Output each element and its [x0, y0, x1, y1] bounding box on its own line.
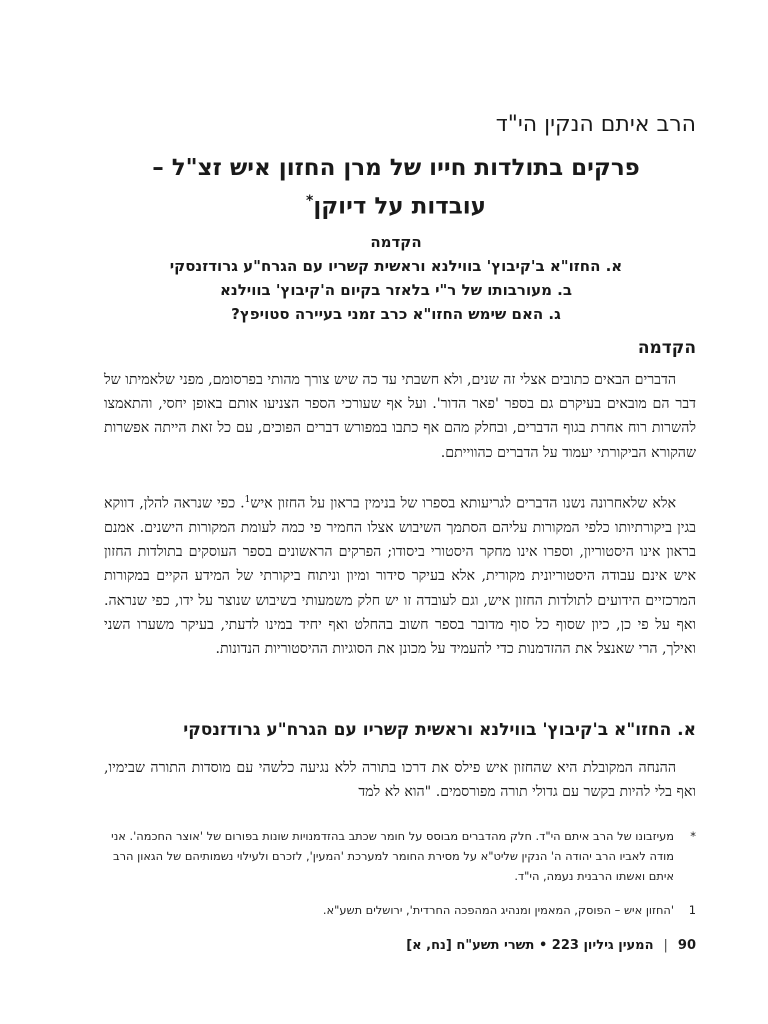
toc-label: הקדמה	[370, 233, 422, 251]
page-footer	[96, 938, 696, 953]
document-page	[96, 0, 696, 1024]
author-line: הרב איתם הנקין הי"ד	[495, 112, 696, 137]
toc-item-a: א. החזו"א ב'קיבוץ' בווילנא וראשית קשריו עם הגרח"ע גרודזנסקי	[169, 257, 623, 275]
toc-item-c: ג. האם שימש החזו"א כרב זמני בעיירה סטויפץ?	[231, 305, 561, 323]
footnote-mark: *	[690, 829, 696, 843]
page-number: 90	[677, 938, 696, 953]
section-a-heading: א. החזו"א ב'קיבוץ' בווילנא וראשית קשריו עם הגרח"ע גרודזנסקי	[183, 720, 696, 740]
footnote-mark: 1	[688, 903, 696, 917]
footnotes	[96, 826, 696, 934]
footer-separator: |	[663, 938, 668, 953]
section-a-paragraph-1: ההנחה המקובלת היא שהחזון איש פילס את דרכו בתורה ללא נגיעה כלשהי עם מוסדות התורה שבימיו, ואף בלי להיות בקשר עם גדולי תורה מפורסמים. "הוא לא למד	[104, 760, 696, 801]
footnote-ref-1[interactable]: 1	[244, 495, 251, 505]
intro-paragraph-2: אלא שלאחרונה נשנו הדברים לגריעותא בספרו של בנימין בראון על החזון איש$^1$. כפי שנראה להלן, דווקא בגין ביקורתיותו כלפי המקורות עליהם הסתמך השיבוש אצלו החמיר פי כמה לעומת המקורות הישנים. אמנם בראון אינו היסטוריון, וספרו אינו מחקר היסטורי ביסודו; הפרקים הראשונים בספר העוסקים בתולדות החזון איש אינם עבודה היסטוריונית מקורית, אלא בעיקר סידור ומיון וניתוח ביקורתי של המידע הקיים במקורות המרכזיים הידועים לתולדות החזון איש, וגם לעובדה זו יש חלק משמעותי בשיבוש שנוצר על ידו, כפי שנראה. ואף על פי כן, כיון שסוף כל סוף מדובר בספר חשוב בהחלט ואף יחיד במינו לדעתי, בעיקר משערו השני ואילך, הרי שאנצל את ההזדמנות כדי להעמיד על מכונן את הסוגיות ההיסטוריות הנדונות.	[104, 495, 696, 657]
toc-item-b: ב. מעורבותו של ר"י בלאזר בקיום ה'קיבוץ' בווילנא	[219, 281, 573, 299]
intro-paragraph-1: הדברים הבאים כתובים אצלי זה שנים, ולא חשבתי עד כה שיש צורך מהותי בפרסומם, מפני שלאמיתו של דבר הם מובאים בעיקרם גם בספר 'פאר הדור'. ועל אף שעורכי הספר הצניעו אותם באופן יחסי, והתאמצו להשרות רוח אחרת בגוף הדברים, ובחלק מהם אף כתבו במפורש דברים הפוכים, עם כל זאת הייתה אפשרות שהקורא הביקורתי יעמוד על הדברים כהווייתם.	[104, 372, 696, 461]
footnote-star	[96, 826, 696, 886]
footnote-1	[96, 900, 696, 920]
intro-heading: הקדמה	[637, 338, 696, 358]
title-footnote-mark[interactable]: *	[306, 193, 314, 209]
table-of-contents	[96, 230, 696, 326]
title-line-2: עובדות על דיוקן*	[306, 193, 486, 220]
journal-name: המעין גיליון 223 • תשרי תשע"ח [נח, א]	[406, 938, 654, 953]
title-line-1: פרקים בתולדות חייו של מרן החזון איש זצ"ל –	[152, 155, 640, 181]
article-title	[96, 152, 696, 224]
footnote-text: מעיזבונו של הרב איתם הי"ד. חלק מהדברים מבוסס על חומר שכתב בהזדמנויות שונות בפורום של 'אוצר החכמה'. אני מודה לאביו הרב יהודה ה' הנקין שליט"א על מסירת החומר למערכת 'המעין', לזכרם ולעילוי נשמותיהם של הגאון הרב איתם ואשתו הרבנית נעמה, הי"ד.	[111, 829, 674, 883]
footnote-text: 'החזון איש – הפוסק, המאמין ומנהיג המהפכה החרדית', ירושלים תשע"א.	[322, 903, 674, 917]
